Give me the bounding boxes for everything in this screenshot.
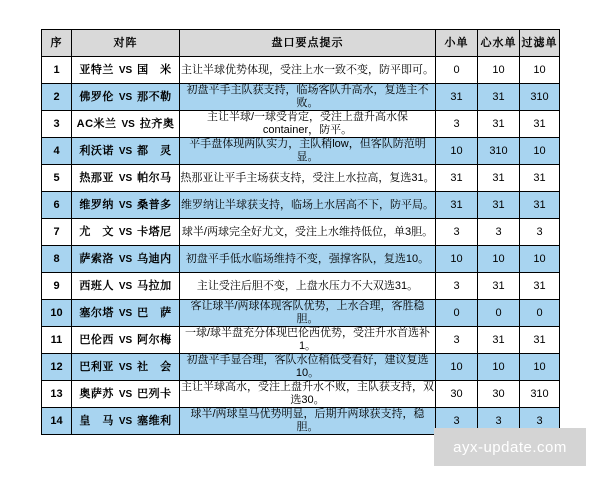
home-team: 西班人 xyxy=(79,279,114,292)
table-row xyxy=(42,111,560,138)
cell-seq: 9 xyxy=(42,273,72,300)
away-team: 巴 萨 xyxy=(137,306,172,319)
home-team: 维罗纳 xyxy=(79,198,114,211)
cell-small: 3 xyxy=(436,408,478,435)
cell-seq: 5 xyxy=(42,165,72,192)
cell-seq: 12 xyxy=(42,354,72,381)
table-row xyxy=(42,84,560,111)
cell-favorite: 3 xyxy=(478,408,520,435)
cell-match xyxy=(72,165,180,192)
cell-filter: 10 xyxy=(520,246,560,273)
cell-small: 30 xyxy=(436,381,478,408)
away-team: 社 会 xyxy=(137,360,172,373)
home-team: 巴伦西 xyxy=(79,333,114,346)
away-team: 卡塔尼 xyxy=(137,225,172,238)
cell-favorite: 31 xyxy=(478,165,520,192)
away-team: 帕尔马 xyxy=(137,171,172,184)
cell-filter: 0 xyxy=(520,300,560,327)
away-team: 拉齐奥 xyxy=(139,117,175,130)
cell-match xyxy=(72,57,180,84)
column-header-favorite: 心水单 xyxy=(478,30,520,57)
home-team: 利沃诺 xyxy=(79,144,114,157)
cell-filter: 10 xyxy=(520,57,560,84)
cell-note: 球半/两球皇马优势明显，后期升两球获支持，稳胆。 xyxy=(180,408,436,435)
versus-label: VS xyxy=(118,226,133,238)
table-row xyxy=(42,354,560,381)
away-team: 塞维利 xyxy=(137,414,172,427)
home-team: 奥萨苏 xyxy=(79,387,114,400)
versus-label: VS xyxy=(118,253,133,265)
cell-note: 客让球半/两球体现客队优势，上水合理，客胜稳胆。 xyxy=(180,300,436,327)
cell-match xyxy=(72,219,180,246)
away-team: 马拉加 xyxy=(137,279,172,292)
versus-label: VS xyxy=(118,64,133,76)
cell-match xyxy=(72,111,180,138)
cell-small: 31 xyxy=(436,192,478,219)
cell-seq: 7 xyxy=(42,219,72,246)
cell-note: 主让半球优势体现，受注上水一致不变，防平即可。 xyxy=(180,57,436,84)
table-row xyxy=(42,192,560,219)
cell-favorite: 0 xyxy=(478,300,520,327)
cell-note: 主让半球/一球受肯定，受注上盘升高水保container，防平。 xyxy=(180,111,436,138)
cell-note: 球半/两球完全好尤文，受注上水维持低位，单3胆。 xyxy=(180,219,436,246)
cell-filter: 31 xyxy=(520,165,560,192)
away-team: 乌迪内 xyxy=(137,252,172,265)
match-analysis-table xyxy=(41,29,560,435)
table-row xyxy=(42,381,560,408)
table-row xyxy=(42,165,560,192)
cell-small: 10 xyxy=(436,138,478,165)
versus-label: VS xyxy=(118,172,133,184)
cell-filter: 31 xyxy=(520,111,560,138)
cell-seq: 4 xyxy=(42,138,72,165)
versus-label: VS xyxy=(118,388,133,400)
cell-seq: 13 xyxy=(42,381,72,408)
table-row xyxy=(42,300,560,327)
home-team: AC米兰 xyxy=(76,117,117,130)
cell-note: 初盘平手显合理，客队水位稍低受看好，建议复选10。 xyxy=(180,354,436,381)
table-row xyxy=(42,57,560,84)
cell-small: 31 xyxy=(436,165,478,192)
cell-match xyxy=(72,192,180,219)
cell-filter: 31 xyxy=(520,192,560,219)
cell-note: 主让受注后胆不变，上盘水压力不大双选31。 xyxy=(180,273,436,300)
cell-favorite: 31 xyxy=(478,327,520,354)
cell-note: 一球/球半盘充分体现巴伦西优势，受注升水首选补1。 xyxy=(180,327,436,354)
versus-label: VS xyxy=(118,199,133,211)
versus-label: VS xyxy=(118,415,133,427)
cell-match xyxy=(72,300,180,327)
cell-small: 0 xyxy=(436,57,478,84)
cell-favorite: 310 xyxy=(478,138,520,165)
cell-seq: 14 xyxy=(42,408,72,435)
table-header xyxy=(42,30,560,57)
cell-match xyxy=(72,246,180,273)
versus-label: VS xyxy=(118,361,133,373)
home-team: 佛罗伦 xyxy=(79,90,114,103)
versus-label: VS xyxy=(118,145,133,157)
cell-match xyxy=(72,273,180,300)
versus-label: VS xyxy=(121,118,135,130)
cell-small: 10 xyxy=(436,246,478,273)
cell-seq: 11 xyxy=(42,327,72,354)
away-team: 那不勒 xyxy=(137,90,172,103)
cell-small: 3 xyxy=(436,273,478,300)
cell-note: 初盘平手主队获支持，临场客队升高水，复选主不败。 xyxy=(180,84,436,111)
versus-label: VS xyxy=(118,307,133,319)
table-row xyxy=(42,273,560,300)
cell-filter: 3 xyxy=(520,408,560,435)
home-team: 尤 文 xyxy=(79,225,114,238)
cell-favorite: 10 xyxy=(478,57,520,84)
column-header-small: 小单 xyxy=(436,30,478,57)
home-team: 萨索洛 xyxy=(79,252,114,265)
cell-favorite: 31 xyxy=(478,273,520,300)
cell-favorite: 31 xyxy=(478,192,520,219)
cell-note: 维罗纳让半球获支持，临场上水居高不下，防平局。 xyxy=(180,192,436,219)
cell-match xyxy=(72,84,180,111)
away-team: 都 灵 xyxy=(137,144,172,157)
cell-filter: 3 xyxy=(520,219,560,246)
column-header-match: 对阵 xyxy=(72,30,180,57)
home-team: 皇 马 xyxy=(79,414,114,427)
cell-match xyxy=(72,138,180,165)
cell-favorite: 31 xyxy=(478,84,520,111)
cell-match xyxy=(72,408,180,435)
cell-favorite: 10 xyxy=(478,246,520,273)
home-team: 热那亚 xyxy=(79,171,114,184)
cell-filter: 10 xyxy=(520,354,560,381)
column-header-filter: 过滤单 xyxy=(520,30,560,57)
cell-match xyxy=(72,354,180,381)
away-team: 阿尔梅 xyxy=(137,333,172,346)
versus-label: VS xyxy=(118,334,133,346)
cell-small: 10 xyxy=(436,354,478,381)
table-row xyxy=(42,327,560,354)
away-team: 巴列卡 xyxy=(137,387,172,400)
column-header-note: 盘口要点提示 xyxy=(180,30,436,57)
cell-note: 初盘平手低水临场维持不变，强撑客队，复选10。 xyxy=(180,246,436,273)
cell-filter: 10 xyxy=(520,138,560,165)
away-team: 国 米 xyxy=(137,63,172,76)
cell-note: 平手盘体现两队实力，主队稍low，但客队防范明显。 xyxy=(180,138,436,165)
versus-label: VS xyxy=(118,280,133,292)
table-row xyxy=(42,138,560,165)
cell-filter: 310 xyxy=(520,381,560,408)
versus-label: VS xyxy=(118,91,133,103)
cell-seq: 1 xyxy=(42,57,72,84)
column-header-seq: 序 xyxy=(42,30,72,57)
cell-filter: 310 xyxy=(520,84,560,111)
away-team: 桑普多 xyxy=(137,198,172,211)
cell-filter: 31 xyxy=(520,273,560,300)
cell-match xyxy=(72,381,180,408)
home-team: 塞尔塔 xyxy=(79,306,114,319)
cell-favorite: 30 xyxy=(478,381,520,408)
cell-favorite: 10 xyxy=(478,354,520,381)
watermark-text: ayx-update.com xyxy=(453,438,567,456)
cell-filter: 31 xyxy=(520,327,560,354)
table-row xyxy=(42,246,560,273)
cell-small: 3 xyxy=(436,327,478,354)
cell-seq: 2 xyxy=(42,84,72,111)
cell-small: 0 xyxy=(436,300,478,327)
table-body xyxy=(42,57,560,435)
cell-seq: 8 xyxy=(42,246,72,273)
cell-small: 3 xyxy=(436,219,478,246)
home-team: 亚特兰 xyxy=(79,63,114,76)
cell-match xyxy=(72,327,180,354)
cell-seq: 10 xyxy=(42,300,72,327)
cell-seq: 6 xyxy=(42,192,72,219)
table-row xyxy=(42,219,560,246)
home-team: 巴利亚 xyxy=(79,360,114,373)
cell-note: 主让半球高水，受注上盘升水不败，主队获支持，双选30。 xyxy=(181,381,434,406)
cell-favorite: 31 xyxy=(478,111,520,138)
cell-favorite: 3 xyxy=(478,219,520,246)
cell-small: 31 xyxy=(436,84,478,111)
cell-seq: 3 xyxy=(42,111,72,138)
cell-note: 热那亚让平手主场获支持，受注上水拉高，复选31。 xyxy=(180,165,436,192)
table-header-row xyxy=(42,30,560,57)
cell-small: 3 xyxy=(436,111,478,138)
watermark-badge xyxy=(434,428,586,466)
